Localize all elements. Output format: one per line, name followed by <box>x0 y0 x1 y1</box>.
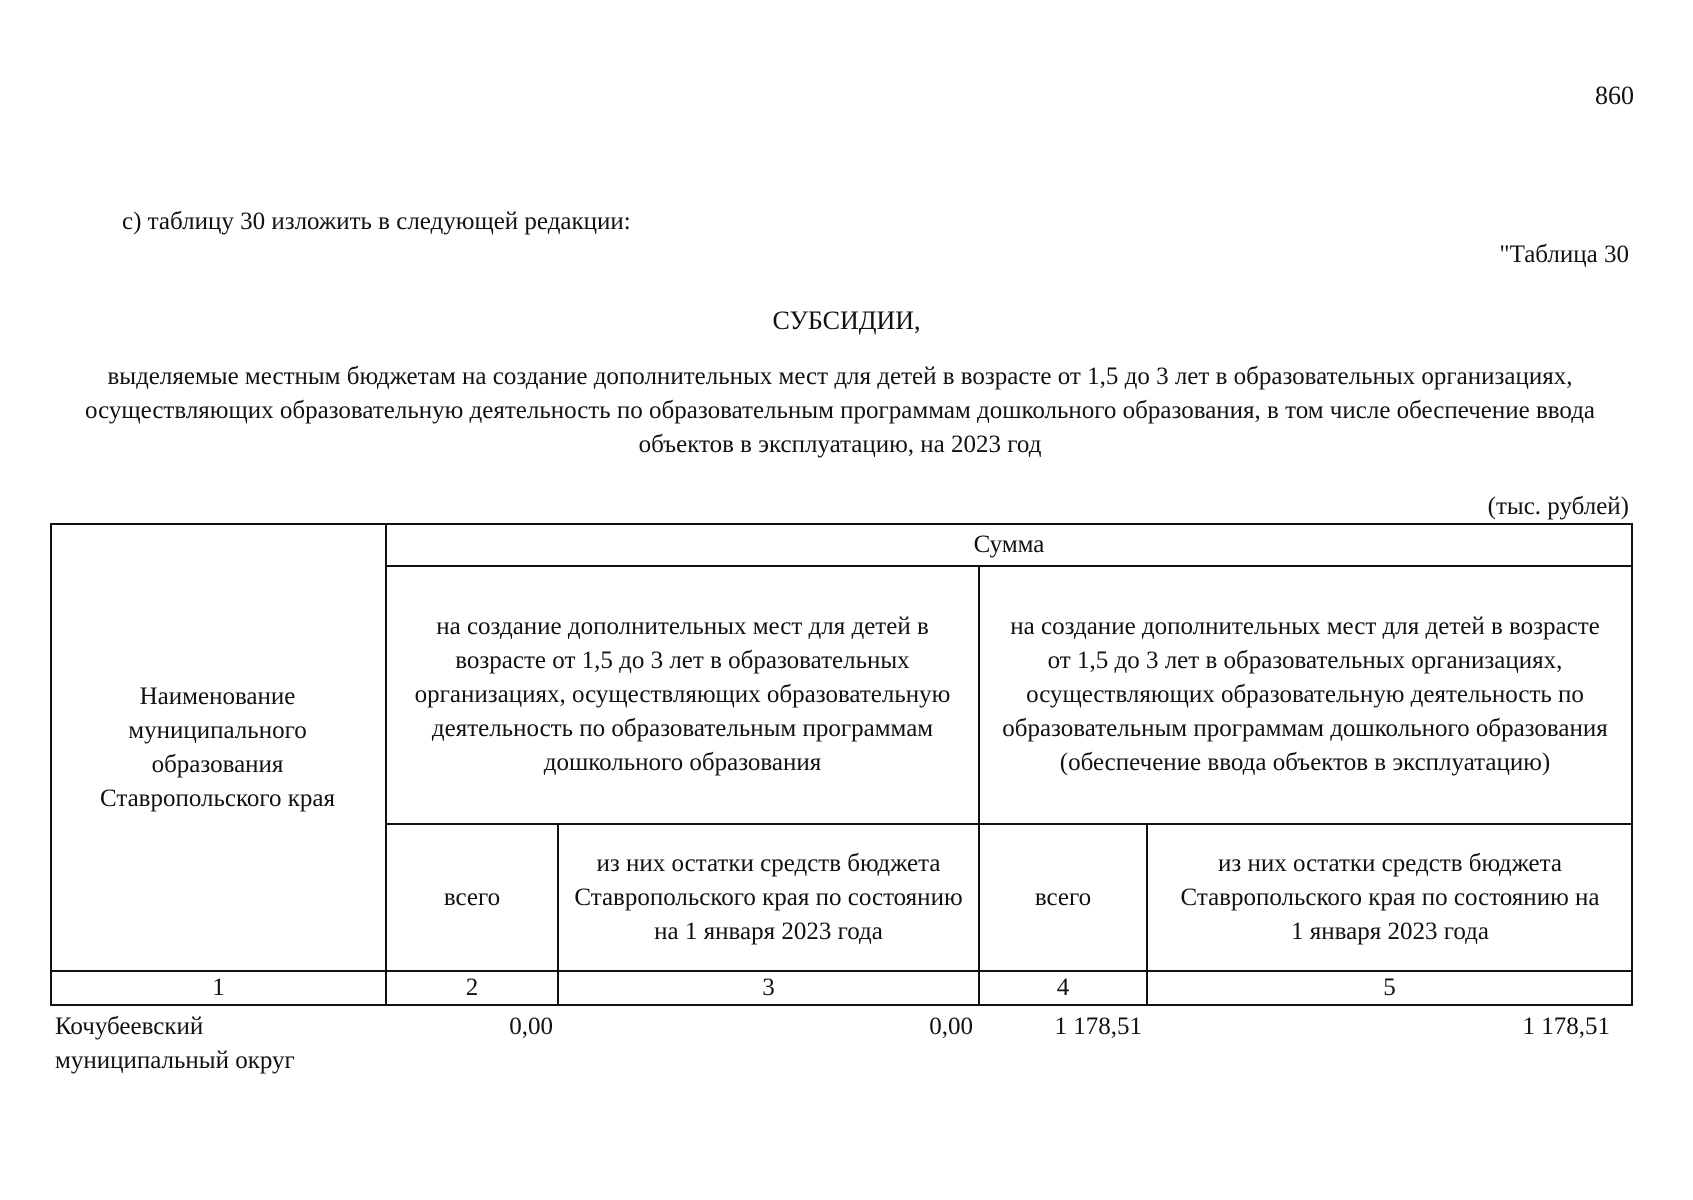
row-municipality-name: Кочубеевский муниципальный округ <box>55 1013 295 1074</box>
table-border-right <box>1631 523 1633 1006</box>
column-number: 4 <box>1056 974 1070 1001</box>
row-value-total-2: 1 178,51 <box>1054 1013 1142 1040</box>
header-total-2: всего <box>1034 883 1092 911</box>
header-remainder-1: из них остатки средств бюджета Ставропольского края по состоянию на 1 января 2023 года <box>574 849 963 945</box>
column-number: 3 <box>762 974 775 1001</box>
header-sum: Сумма <box>973 531 1045 558</box>
row-value-remainder-2: 1 178,51 <box>1522 1013 1610 1040</box>
column-number: 5 <box>1383 974 1396 1001</box>
table-label: "Таблица 30 <box>1499 241 1629 268</box>
header-remainder-2: из них остатки средств бюджета Ставропольского края по состоянию на 1 января 2023 года <box>1180 849 1600 945</box>
units-label: (тыс. рублей) <box>1487 493 1629 520</box>
header-group-1: на создание дополнительных мест для детей в возрасте от 1,5 до 3 лет в образовательных организациях, осуществляющих образовательную деятельность по образовательным программам дошкольного образования <box>414 613 951 776</box>
header-group-2: на создание дополнительных мест для детей в возрасте от 1,5 до 3 лет в образовательных организациях, осуществляющих образовательную деятельность по образовательным программам дошкольного образования (обеспечение ввода объектов в эксплуатацию) <box>1002 613 1608 776</box>
header-total-1: всего <box>443 883 501 911</box>
document-subtitle: выделяемые местным бюджетам на создание дополнительных мест для детей в возрасте от 1,5 до 3 лет в образовательных организациях, осуществляющих образовательную деятельность по образовательным программам дошкольного образования, в том числе обеспечение ввода объектов в эксплуатацию, на 2023 год <box>84 363 1596 458</box>
row-value-remainder-1: 0,00 <box>929 1013 973 1040</box>
document-title: СУБСИДИИ, <box>772 306 921 335</box>
header-municipality: Наименование муниципального образования Ставропольского края <box>100 682 335 812</box>
page-number: 860 <box>1595 81 1634 110</box>
column-number: 1 <box>212 974 225 1001</box>
intro-paragraph: с) таблицу 30 изложить в следующей редакции: <box>122 208 631 235</box>
table-border-left <box>50 523 52 1006</box>
column-number: 2 <box>465 974 479 1001</box>
row-value-total-1: 0,00 <box>509 1013 553 1040</box>
subsidies-table <box>50 523 1633 1123</box>
